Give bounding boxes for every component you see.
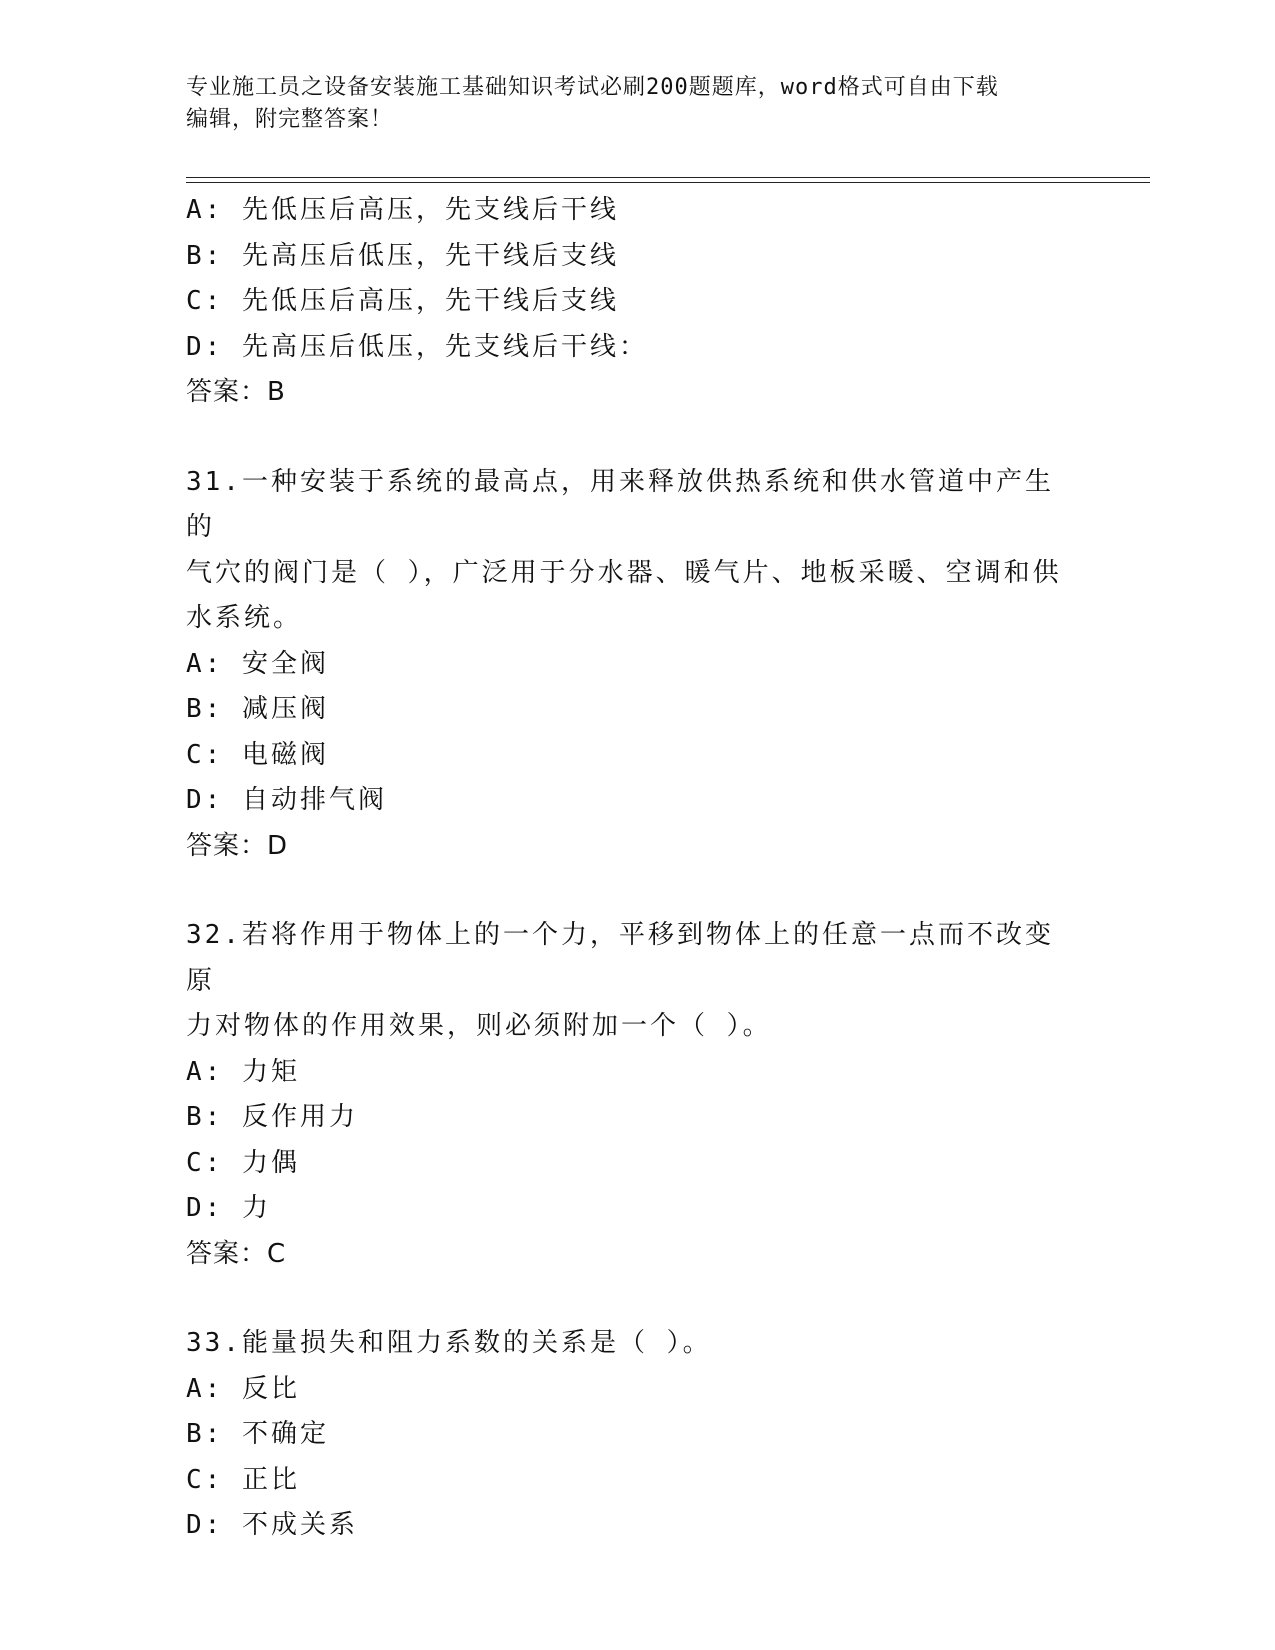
option-a: A: 安全阀 [186,648,329,679]
question-31 [186,460,1086,870]
option-d: D: 力 [186,1193,271,1223]
option-d: D: 先高压后低压，先支线后干线： [186,331,648,362]
question-stem-line-1: 33.能量损失和阻力系数的关系是（ ）。 [186,1328,712,1358]
option-b: B: 反作用力 [186,1102,358,1132]
spacer [186,869,1086,913]
question-stem [186,460,1066,642]
option-a: A: 先低压后高压，先支线后干线 [186,195,619,225]
spacer [186,1277,1086,1321]
answer-line: 答案：B [186,377,286,407]
option-a: A: 力矩 [186,1056,300,1087]
option-c: C: 力偶 [186,1147,300,1178]
question-stem-line-1: 32.若将作用于物体上的一个力，平移到物体上的任意一点而不改变原 [186,920,1054,996]
option-d: D: 不成关系 [186,1510,358,1540]
header-divider-bottom [186,182,1150,183]
option-b: B: 减压阀 [186,694,329,724]
document-header [186,72,1086,136]
header-title-line-2: 编辑，附完整答案！ [186,107,394,132]
question-stem [186,1321,1066,1367]
option-b: B: 不确定 [186,1419,329,1449]
question-stem-line-1: 31.一种安装于系统的最高点，用来释放供热系统和供水管道中产生的 [186,466,1054,542]
question-32 [186,913,1086,1277]
option-c: C: 正比 [186,1464,300,1495]
answer-line: 答案：C [186,1238,287,1269]
spacer [186,416,1086,460]
option-c: C: 电磁阀 [186,739,329,770]
question-stem-line-3: 水系统。 [186,603,303,633]
question-stem-line-2: 力对物体的作用效果，则必须附加一个（ ）。 [186,1011,772,1041]
question-stem [186,913,1066,1050]
header-title-line-1: 专业施工员之设备安装施工基础知识考试必刷200题题库，word格式可自由下载 [186,75,999,100]
question-33 [186,1321,1086,1549]
option-a: A: 反比 [186,1373,300,1404]
header-divider-top [186,177,1150,178]
question-stem-line-2: 气穴的阀门是（ ），广泛用于分水器、暖气片、地板采暖、空调和供 [186,557,1062,588]
option-d: D: 自动排气阀 [186,785,387,815]
option-b: B: 先高压后低压，先干线后支线 [186,240,619,271]
option-c: C: 先低压后高压，先干线后支线 [186,286,619,316]
question-30 [186,188,1086,416]
answer-line: 答案：D [186,830,289,861]
question-list [186,188,1086,1549]
